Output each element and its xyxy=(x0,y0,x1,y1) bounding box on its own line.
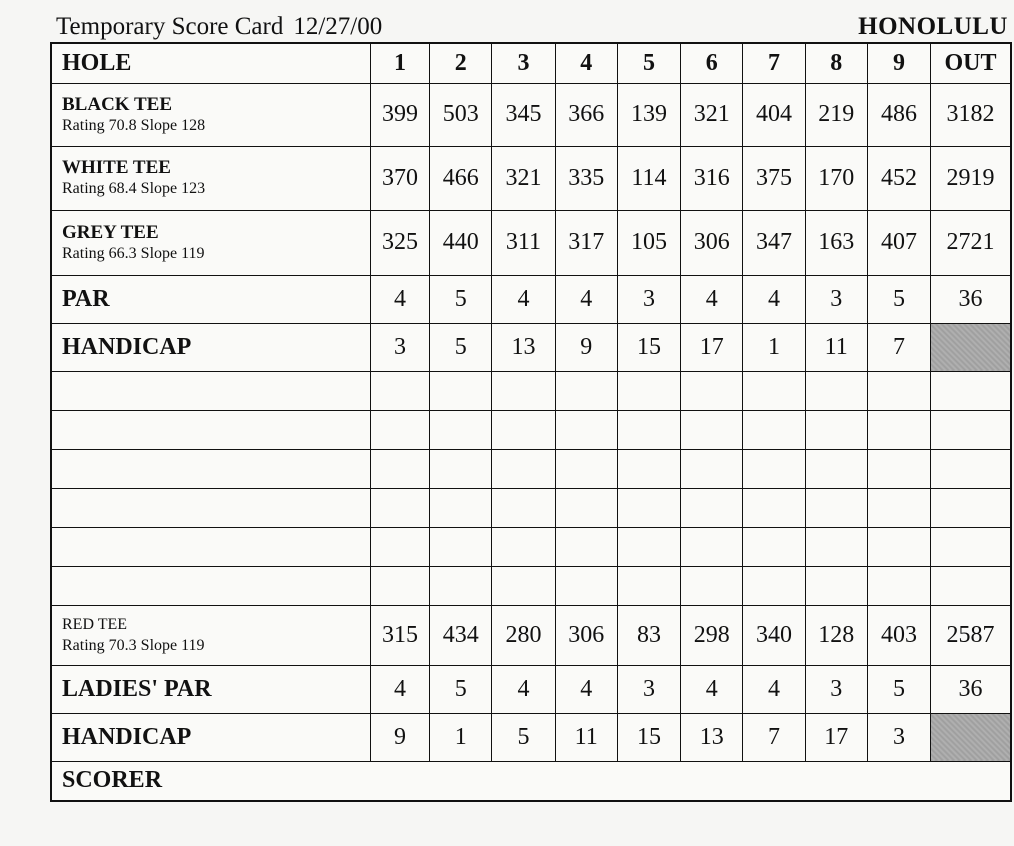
handicap-cell: 9 xyxy=(370,713,429,761)
score-cell[interactable] xyxy=(743,371,805,410)
player-name-cell[interactable] xyxy=(51,488,370,527)
score-cell[interactable] xyxy=(370,527,429,566)
hole-number: 1 xyxy=(370,43,429,83)
tee-name: RED TEE xyxy=(62,616,128,633)
par-cell: 4 xyxy=(743,275,805,323)
yardage-cell: 114 xyxy=(617,146,680,210)
yardage-cell: 347 xyxy=(743,210,805,275)
score-cell[interactable] xyxy=(430,488,492,527)
yardage-cell: 452 xyxy=(867,146,930,210)
handicap-label-text: HANDICAP xyxy=(62,333,192,360)
yardage-cell: 83 xyxy=(617,605,680,665)
par-label xyxy=(51,275,370,323)
score-cell[interactable] xyxy=(743,410,805,449)
handicap-cell: 13 xyxy=(681,713,743,761)
out-label: OUT xyxy=(931,43,1011,83)
handicap-label xyxy=(51,323,370,371)
player-row xyxy=(51,410,1011,449)
handicap-cell: 7 xyxy=(743,713,805,761)
score-cell[interactable] xyxy=(370,410,429,449)
par-cell: 3 xyxy=(617,275,680,323)
yardage-cell: 315 xyxy=(370,605,429,665)
score-cell[interactable] xyxy=(617,371,680,410)
score-cell[interactable] xyxy=(867,449,930,488)
hole-number: 2 xyxy=(430,43,492,83)
yardage-cell: 163 xyxy=(805,210,867,275)
hole-number: 8 xyxy=(805,43,867,83)
score-cell[interactable] xyxy=(867,527,930,566)
yardage-cell: 306 xyxy=(681,210,743,275)
score-cell[interactable] xyxy=(743,527,805,566)
yardage-cell: 486 xyxy=(867,83,930,146)
score-cell[interactable] xyxy=(430,527,492,566)
player-row xyxy=(51,566,1011,605)
out-total-cell: 2587 xyxy=(931,605,1011,665)
yardage-cell: 503 xyxy=(430,83,492,146)
yardage-cell: 345 xyxy=(492,83,555,146)
yardage-cell: 311 xyxy=(492,210,555,275)
handicap-cell: 9 xyxy=(555,323,617,371)
yardage-cell: 219 xyxy=(805,83,867,146)
score-cell[interactable] xyxy=(430,449,492,488)
par-cell: 4 xyxy=(743,665,805,713)
hole-number: 9 xyxy=(867,43,930,83)
par-cell: 4 xyxy=(492,665,555,713)
out-total-cell: 2721 xyxy=(931,210,1011,275)
score-total-cell[interactable] xyxy=(931,488,1011,527)
score-cell[interactable] xyxy=(555,449,617,488)
score-total-cell[interactable] xyxy=(931,371,1011,410)
score-cell[interactable] xyxy=(492,527,555,566)
score-cell[interactable] xyxy=(555,566,617,605)
score-cell[interactable] xyxy=(805,527,867,566)
yardage-cell: 128 xyxy=(805,605,867,665)
scorer-signature-field[interactable] xyxy=(370,761,1011,801)
par-label-text: PAR xyxy=(62,285,110,312)
yardage-cell: 466 xyxy=(430,146,492,210)
par-cell: 4 xyxy=(555,275,617,323)
score-cell[interactable] xyxy=(681,488,743,527)
out-total-cell: 2919 xyxy=(931,146,1011,210)
handicap-cell: 17 xyxy=(681,323,743,371)
handicap-cell: 17 xyxy=(805,713,867,761)
yardage-cell: 407 xyxy=(867,210,930,275)
score-cell[interactable] xyxy=(805,449,867,488)
score-cell[interactable] xyxy=(867,410,930,449)
red-tee-row xyxy=(51,605,1011,665)
score-cell[interactable] xyxy=(805,488,867,527)
score-cell[interactable] xyxy=(430,410,492,449)
yardage-cell: 370 xyxy=(370,146,429,210)
course-name: HONOLULU xyxy=(858,13,1008,40)
player-name-cell[interactable] xyxy=(51,410,370,449)
score-cell[interactable] xyxy=(867,488,930,527)
player-row xyxy=(51,488,1011,527)
par-cell: 3 xyxy=(805,665,867,713)
tee-name: GREY TEE xyxy=(62,221,159,243)
score-cell[interactable] xyxy=(617,566,680,605)
player-row xyxy=(51,527,1011,566)
score-cell[interactable] xyxy=(430,371,492,410)
black-tee-row xyxy=(51,83,1011,146)
handicap-cell: 7 xyxy=(867,323,930,371)
score-table xyxy=(50,42,1012,802)
handicap-cell: 13 xyxy=(492,323,555,371)
tee-name: BLACK TEE xyxy=(62,93,172,115)
black-tee-label xyxy=(51,83,370,146)
par-cell: 4 xyxy=(370,275,429,323)
yardage-cell: 105 xyxy=(617,210,680,275)
par-cell: 5 xyxy=(867,275,930,323)
card-date: 12/27/00 xyxy=(293,13,383,40)
yardage-cell: 317 xyxy=(555,210,617,275)
hole-label: HOLE xyxy=(51,43,370,83)
score-cell[interactable] xyxy=(492,371,555,410)
hole-number: 5 xyxy=(617,43,680,83)
score-cell[interactable] xyxy=(370,488,429,527)
handicap-cell: 5 xyxy=(492,713,555,761)
score-cell[interactable] xyxy=(681,410,743,449)
score-total-cell[interactable] xyxy=(931,527,1011,566)
score-cell[interactable] xyxy=(743,566,805,605)
tee-rating: Rating 66.3 Slope 119 xyxy=(62,244,205,262)
scorer-row xyxy=(51,761,1011,801)
handicap-cell: 3 xyxy=(867,713,930,761)
yardage-cell: 325 xyxy=(370,210,429,275)
score-cell[interactable] xyxy=(555,488,617,527)
score-cell[interactable] xyxy=(681,566,743,605)
card-header xyxy=(56,12,1008,42)
player-name-cell[interactable] xyxy=(51,371,370,410)
score-total-cell[interactable] xyxy=(931,566,1011,605)
score-cell[interactable] xyxy=(743,449,805,488)
shaded-cell xyxy=(931,713,1011,761)
yardage-cell: 404 xyxy=(743,83,805,146)
score-cell[interactable] xyxy=(555,410,617,449)
player-name-cell[interactable] xyxy=(51,527,370,566)
tee-name: WHITE TEE xyxy=(62,157,171,178)
red-tee-label xyxy=(51,605,370,665)
score-total-cell[interactable] xyxy=(931,449,1011,488)
yardage-cell: 321 xyxy=(492,146,555,210)
yardage-cell: 340 xyxy=(743,605,805,665)
par-cell: 5 xyxy=(867,665,930,713)
tee-rating: Rating 70.3 Slope 119 xyxy=(62,637,205,654)
par-cell: 4 xyxy=(555,665,617,713)
handicap-cell: 15 xyxy=(617,713,680,761)
par-cell: 4 xyxy=(681,275,743,323)
yardage-cell: 399 xyxy=(370,83,429,146)
score-cell[interactable] xyxy=(617,410,680,449)
handicap-cell: 1 xyxy=(430,713,492,761)
yardage-cell: 298 xyxy=(681,605,743,665)
yardage-cell: 280 xyxy=(492,605,555,665)
score-cell[interactable] xyxy=(617,527,680,566)
yardage-cell: 403 xyxy=(867,605,930,665)
par-cell: 3 xyxy=(617,665,680,713)
player-name-cell[interactable] xyxy=(51,566,370,605)
handicap-cell: 1 xyxy=(743,323,805,371)
grey-tee-row xyxy=(51,210,1011,275)
ladies-par-row xyxy=(51,665,1011,713)
hole-number: 3 xyxy=(492,43,555,83)
par-cell: 5 xyxy=(430,275,492,323)
score-cell[interactable] xyxy=(370,566,429,605)
white-tee-label xyxy=(51,146,370,210)
player-name-cell[interactable] xyxy=(51,449,370,488)
score-cell[interactable] xyxy=(681,449,743,488)
score-total-cell[interactable] xyxy=(931,410,1011,449)
yardage-cell: 434 xyxy=(430,605,492,665)
shaded-cell xyxy=(931,323,1011,371)
par-row xyxy=(51,275,1011,323)
hole-number: 4 xyxy=(555,43,617,83)
handicap-cell: 11 xyxy=(805,323,867,371)
tee-rating: Rating 70.8 Slope 128 xyxy=(62,116,206,134)
yardage-cell: 335 xyxy=(555,146,617,210)
par-cell: 4 xyxy=(492,275,555,323)
yardage-cell: 316 xyxy=(681,146,743,210)
par-cell: 4 xyxy=(681,665,743,713)
hole-row xyxy=(51,43,1011,83)
ladies-par-label xyxy=(51,665,370,713)
score-cell[interactable] xyxy=(430,566,492,605)
score-cell[interactable] xyxy=(492,566,555,605)
score-cell[interactable] xyxy=(805,371,867,410)
score-cell[interactable] xyxy=(555,527,617,566)
scorer-label xyxy=(51,761,370,801)
score-cell[interactable] xyxy=(617,449,680,488)
handicap-cell: 15 xyxy=(617,323,680,371)
score-cell[interactable] xyxy=(867,566,930,605)
out-total-cell: 3182 xyxy=(931,83,1011,146)
par-total-cell: 36 xyxy=(931,665,1011,713)
yardage-cell: 440 xyxy=(430,210,492,275)
par-total-cell: 36 xyxy=(931,275,1011,323)
par-cell: 5 xyxy=(430,665,492,713)
score-cell[interactable] xyxy=(681,527,743,566)
score-cell[interactable] xyxy=(867,371,930,410)
handicap-cell: 11 xyxy=(555,713,617,761)
hole-number: 7 xyxy=(743,43,805,83)
yardage-cell: 321 xyxy=(681,83,743,146)
handicap-row xyxy=(51,323,1011,371)
player-row xyxy=(51,371,1011,410)
score-cell[interactable] xyxy=(492,410,555,449)
scorer-label-text: SCORER xyxy=(62,767,163,794)
player-row xyxy=(51,449,1011,488)
handicap-cell: 3 xyxy=(370,323,429,371)
yardage-cell: 366 xyxy=(555,83,617,146)
score-cell[interactable] xyxy=(743,488,805,527)
score-cell[interactable] xyxy=(805,410,867,449)
ladies-handicap-label-text: HANDICAP xyxy=(62,723,192,750)
score-cell[interactable] xyxy=(805,566,867,605)
yardage-cell: 306 xyxy=(555,605,617,665)
handicap-cell: 5 xyxy=(430,323,492,371)
ladies-handicap-label xyxy=(51,713,370,761)
score-cell[interactable] xyxy=(617,488,680,527)
score-cell[interactable] xyxy=(681,371,743,410)
score-cell[interactable] xyxy=(492,449,555,488)
score-cell[interactable] xyxy=(492,488,555,527)
score-cell[interactable] xyxy=(370,449,429,488)
hole-number: 6 xyxy=(681,43,743,83)
card-title-line xyxy=(56,12,382,42)
par-cell: 3 xyxy=(805,275,867,323)
tee-rating: Rating 68.4 Slope 123 xyxy=(62,180,206,197)
par-cell: 4 xyxy=(370,665,429,713)
yardage-cell: 375 xyxy=(743,146,805,210)
grey-tee-label xyxy=(51,210,370,275)
score-cell[interactable] xyxy=(555,371,617,410)
yardage-cell: 170 xyxy=(805,146,867,210)
card-title: Temporary Score Card xyxy=(56,13,284,40)
white-tee-row xyxy=(51,146,1011,210)
yardage-cell: 139 xyxy=(617,83,680,146)
ladies-par-label-text: LADIES' PAR xyxy=(62,675,212,702)
ladies-handicap-row xyxy=(51,713,1011,761)
score-cell[interactable] xyxy=(370,371,429,410)
